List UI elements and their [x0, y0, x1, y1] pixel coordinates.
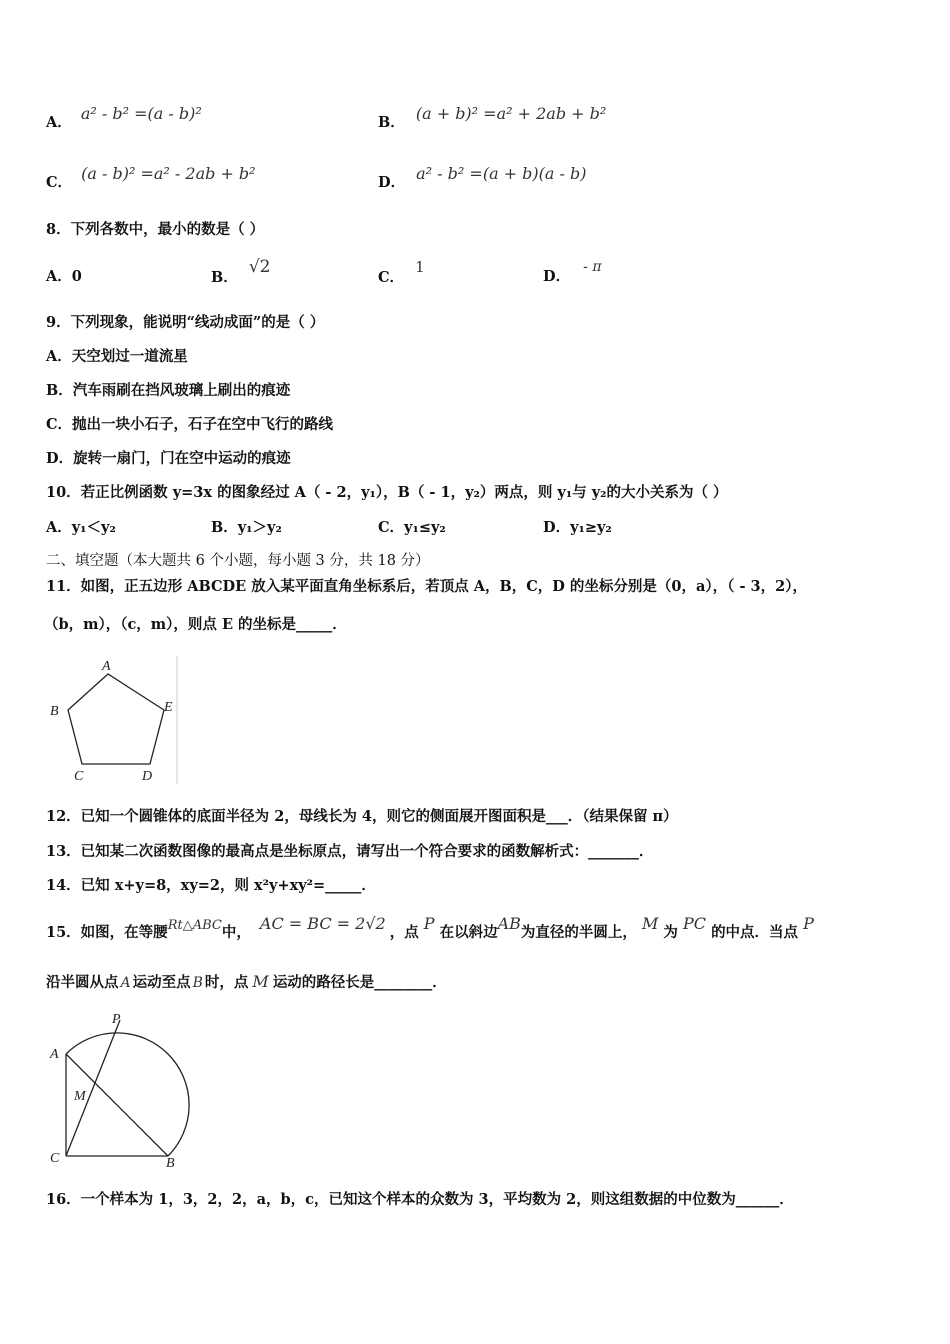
q10-option-a: A．y₁＜y₂: [46, 519, 116, 536]
q7-option-a-label: A．: [46, 114, 72, 131]
q15-part3: ，点: [389, 924, 419, 941]
pentagon-label-b: B: [50, 704, 59, 719]
pentagon-label-c: C: [74, 769, 84, 784]
q15-rt-triangle: Rt△ABC: [167, 918, 222, 933]
q15-point-p2: P: [803, 914, 814, 933]
pentagon-label-d: D: [142, 769, 153, 784]
q15-part6: 为: [663, 924, 678, 941]
semicircle-label-a: A: [50, 1047, 59, 1062]
semicircle-figure: [44, 1006, 204, 1180]
q8-stem: 8．下列各数中，最小的数是（ ）: [46, 221, 265, 238]
q15-line2-b: 运动至点: [132, 974, 191, 991]
q10-option-d: D．y₁≥y₂: [543, 519, 612, 536]
q15-point-a: A: [120, 975, 131, 991]
q7-option-c-formula: (a - b)² =a² - 2ab + b²: [81, 164, 256, 183]
q8-option-d: [543, 259, 602, 287]
q15-pc: PC: [682, 914, 706, 933]
q15-part2: 中，: [221, 924, 251, 941]
q15-line1: [46, 914, 814, 944]
q9-option-a: A．天空划过一道流星: [46, 348, 188, 365]
q7-option-c-label: C．: [46, 174, 73, 191]
q12-text: 12．已知一个圆锥体的底面半径为 2，母线长为 4，则它的侧面展开图面积是___．（结果保留 π）: [46, 808, 678, 825]
q8-option-b-value: √2: [248, 257, 271, 277]
q10-option-b: B．y₁＞y₂: [211, 519, 282, 536]
q15-part1: 15．如图，在等腰: [46, 924, 168, 941]
q15-line2-c: 时，点: [204, 974, 249, 991]
q8-option-b-label: B．: [211, 269, 238, 286]
q15-equation: AC = BC = 2√2: [259, 914, 386, 933]
q8-option-a-label: A．: [46, 268, 72, 285]
q15-ab: AB: [497, 914, 521, 933]
pentagon-shape: [68, 674, 164, 764]
q15-line2-d: 运动的路径长是________．: [272, 974, 447, 991]
q7-option-a: [46, 104, 202, 133]
semicircle-label-b: B: [166, 1156, 175, 1171]
q7-option-d-formula: a² - b² =(a + b)(a - b): [416, 164, 587, 183]
q8-option-b: [211, 257, 271, 288]
q7-option-b-formula: (a + b)² =a² + 2ab + b²: [415, 104, 607, 123]
pentagon-label-a: A: [102, 659, 111, 674]
q9-option-c: C．抛出一块小石子，石子在空中飞行的路线: [46, 416, 334, 433]
pentagon-figure: [44, 652, 184, 792]
q9-option-b: B．汽车雨刷在挡风玻璃上刷出的痕迹: [46, 382, 291, 399]
q8-option-c-value: 1: [415, 258, 425, 276]
q15-point-m2: M: [252, 972, 269, 991]
q8-option-a-value: 0: [71, 268, 82, 285]
q7-option-b: [378, 104, 607, 133]
q7-option-d: [378, 164, 587, 193]
q9-stem: 9．下列现象，能说明“线动成面”的是（ ）: [46, 314, 325, 331]
q7-option-a-formula: a² - b² =(a - b)²: [80, 104, 202, 123]
q10-stem: 10．若正比例函数 y=3x 的图象经过 A（ - 2，y₁），B（ - 1，y₂）两点，则 y₁与 y₂的大小关系为（ ）: [46, 484, 728, 501]
q15-part4: 在以斜边: [439, 924, 498, 941]
q7-option-c: [46, 164, 256, 193]
q15-part5: 为直径的半圆上，: [520, 924, 637, 941]
q15-point-p: P: [423, 914, 435, 933]
q14-text: 14．已知 x+y=8，xy=2，则 x²y+xy²=_____．: [46, 877, 376, 894]
q15-line2-a: 沿半圆从点: [46, 974, 119, 991]
q11-line2: （b，m），（c，m），则点 E 的坐标是_____．: [44, 616, 347, 633]
q15-point-m: M: [641, 914, 659, 933]
semicircle-label-p: P: [112, 1012, 121, 1027]
q15-part7: 的中点．当点: [711, 924, 799, 941]
q8-option-c-label: C．: [378, 269, 405, 286]
q15-point-b: B: [192, 975, 203, 991]
q7-option-b-label: B．: [378, 114, 405, 131]
q8-option-d-value: - π: [583, 259, 602, 275]
q16-text: 16．一个样本为 1，3，2，2，a，b，c，已知这个样本的众数为 3，平均数为 2，则这组数据的中位数为______．: [46, 1191, 794, 1208]
q13-text: 13．已知某二次函数图像的最高点是坐标原点，请写出一个符合要求的函数解析式：_______．: [46, 843, 654, 860]
q11-line1: 11．如图，正五边形 ABCDE 放入某平面直角坐标系后，若顶点 A，B，C，D 的坐标分别是（0，a），（ - 3，2），: [46, 578, 807, 595]
q10-option-c: C．y₁≤y₂: [378, 519, 446, 536]
semicircle-label-m: M: [74, 1089, 86, 1104]
q9-option-d: D．旋转一扇门，门在空中运动的痕迹: [46, 450, 291, 467]
q8-option-a: [46, 267, 82, 287]
q15-line2: [46, 972, 447, 993]
pentagon-label-e: E: [164, 700, 173, 715]
section-title: 二、填空题（本大题共 6 个小题，每小题 3 分，共 18 分）: [46, 553, 430, 569]
q8-option-d-label: D．: [543, 268, 571, 285]
q7-option-d-label: D．: [378, 174, 406, 191]
semicircle-label-c: C: [50, 1151, 60, 1166]
q8-option-c: [378, 258, 425, 288]
